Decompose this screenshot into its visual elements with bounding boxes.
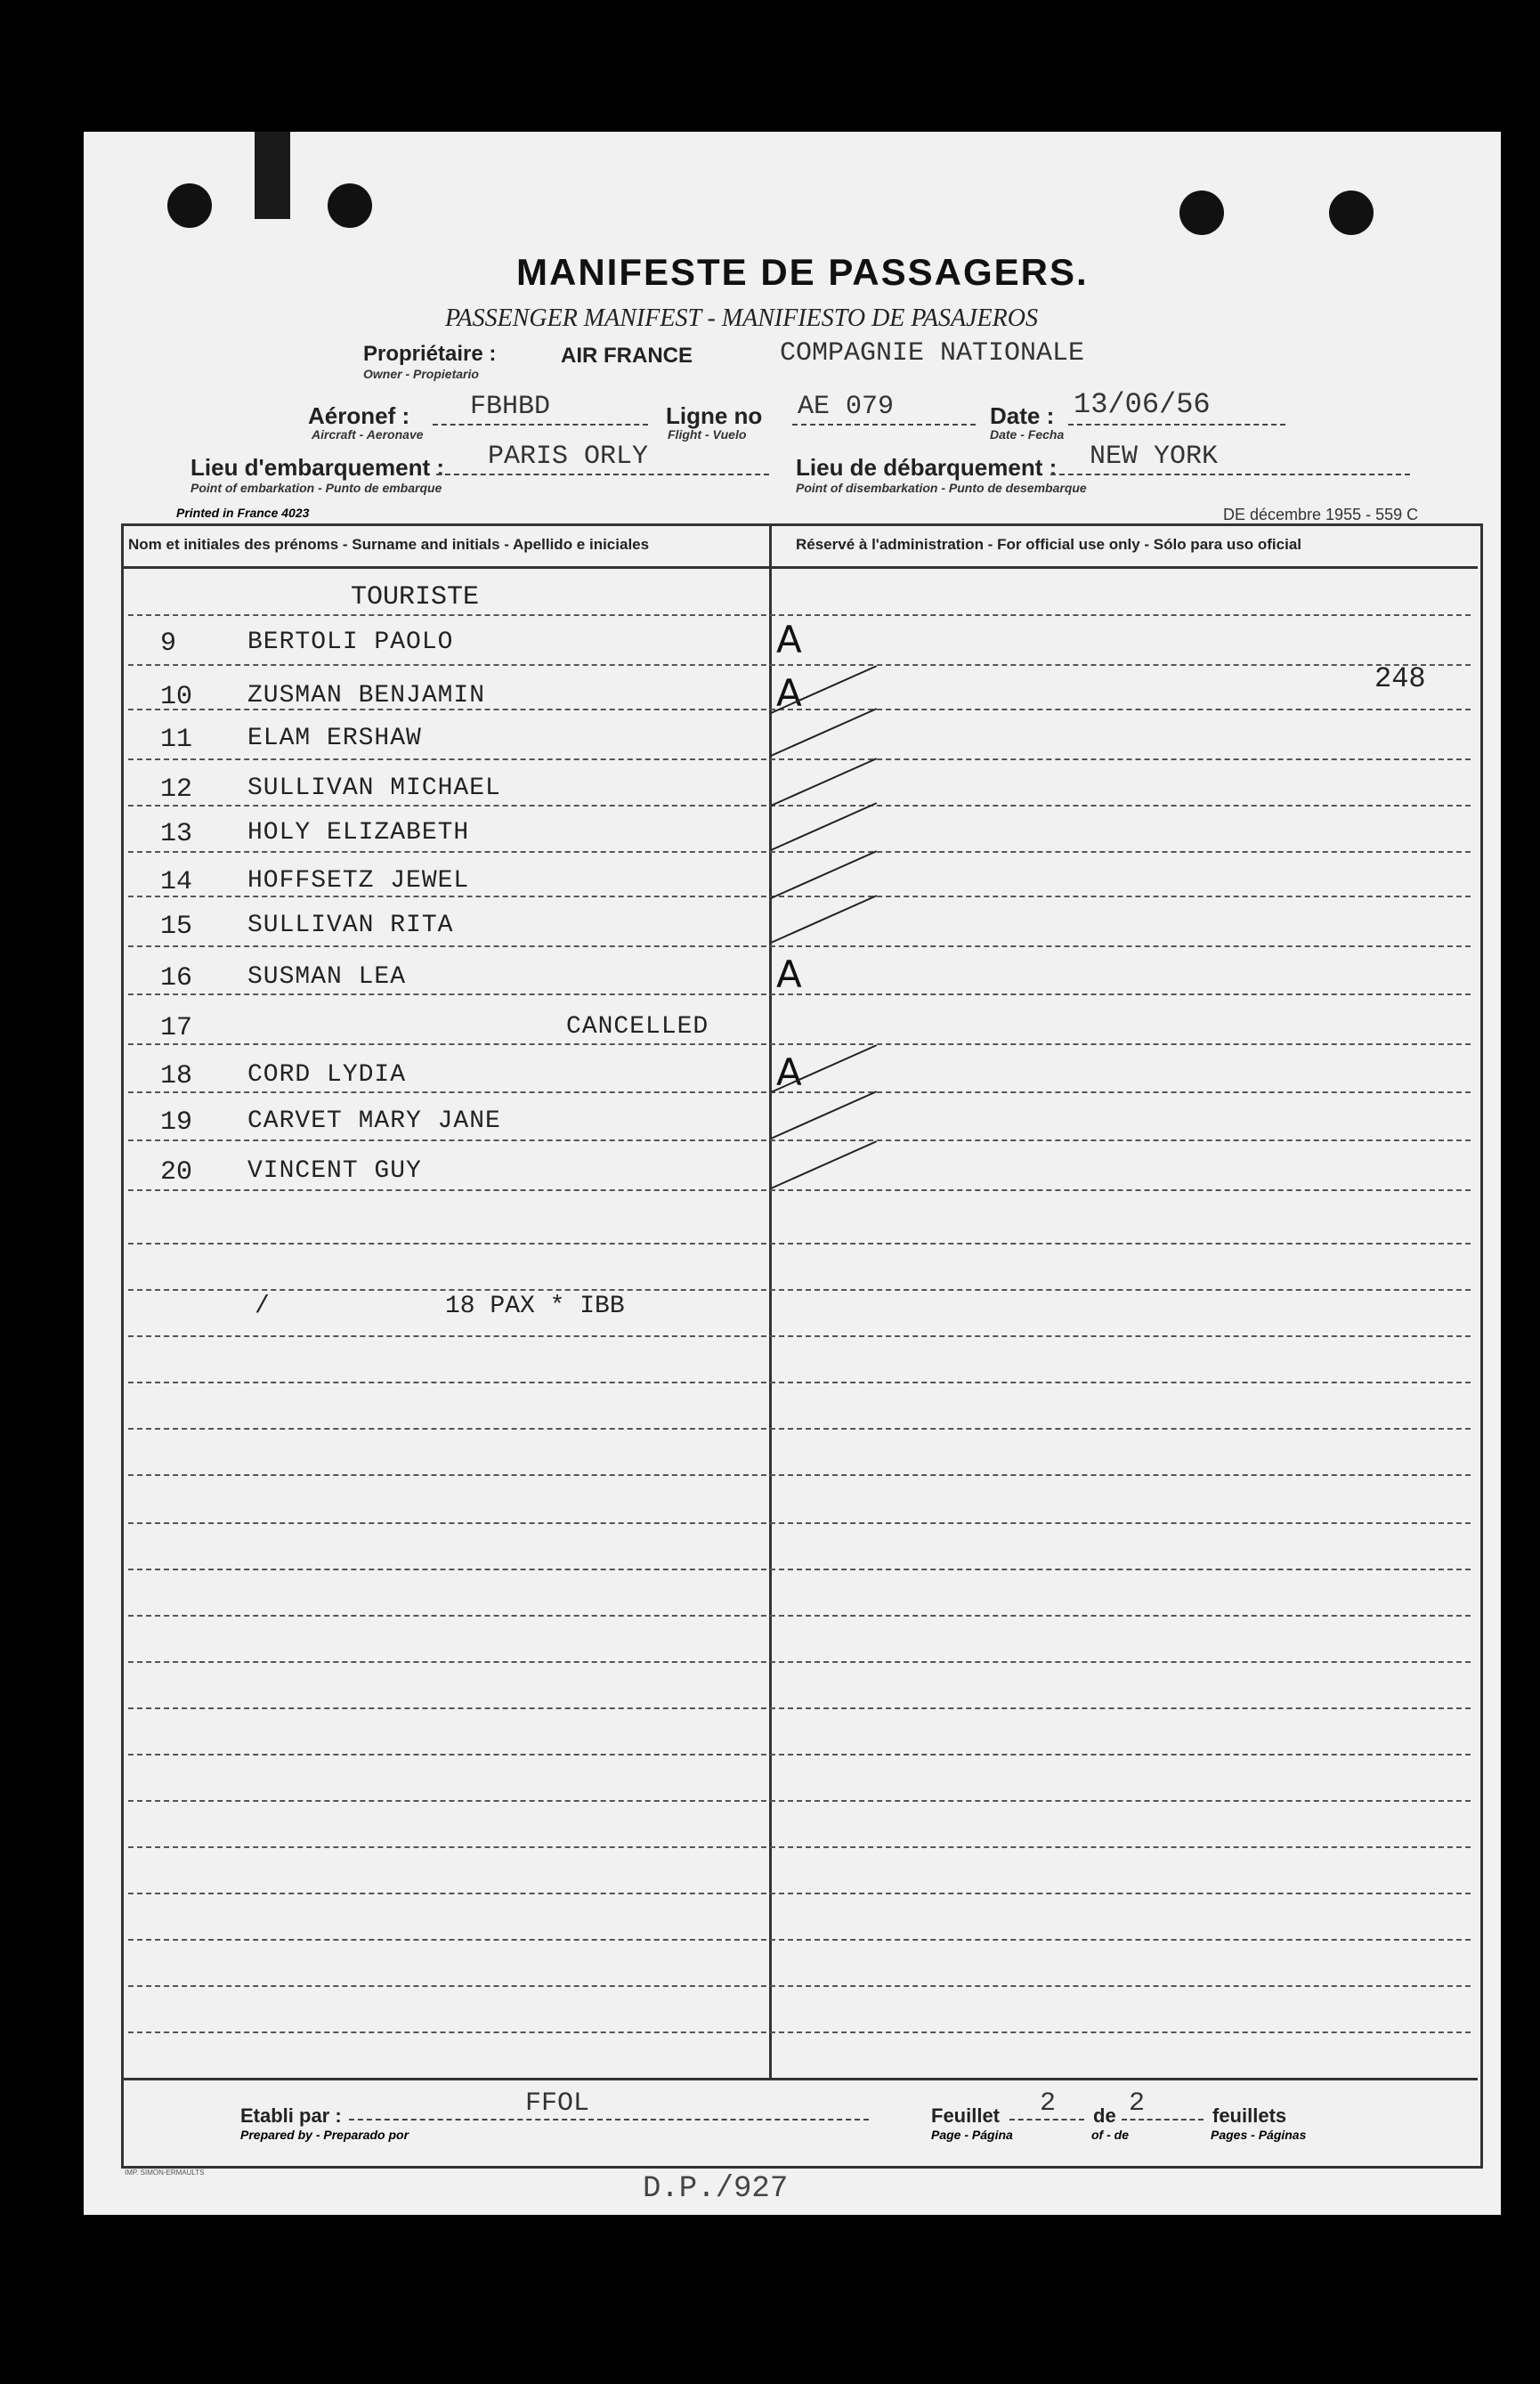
row-number: 19: [160, 1107, 193, 1138]
admin-mark: A: [776, 953, 802, 996]
row-number: 14: [160, 867, 193, 897]
flight-label: Ligne no: [666, 402, 763, 429]
row-rule: [128, 1382, 1471, 1383]
row-rule: [128, 945, 1471, 947]
row-number: 10: [160, 682, 193, 712]
row-rule: [128, 1615, 1471, 1617]
admin-mark: A: [776, 671, 802, 715]
disembark-value: NEW YORK: [1090, 442, 1219, 472]
footer-top-line: [121, 2078, 1478, 2080]
sheet-underline: [1009, 2119, 1084, 2120]
row-rule: [128, 1043, 1471, 1045]
flight-sublabel: Flight - Vuelo: [668, 427, 747, 442]
row-rule: [128, 851, 1471, 853]
passenger-name: SULLIVAN MICHAEL: [247, 774, 501, 802]
manifest-subtitle: PASSENGER MANIFEST - MANIFIESTO DE PASAJEROS: [445, 304, 1038, 332]
row-number: 13: [160, 819, 193, 849]
embark-underline: [436, 474, 769, 475]
passenger-name: HOLY ELIZABETH: [247, 819, 470, 847]
printed-note: Printed in France 4023: [176, 506, 310, 520]
row-rule: [128, 1474, 1471, 1476]
flight-underline: [792, 424, 976, 426]
manifest-title: MANIFESTE DE PASSAGERS.: [516, 251, 1089, 293]
row-number: 17: [160, 1013, 193, 1043]
row-rule: [128, 1243, 1471, 1245]
sheet-label: Feuillet: [931, 2104, 1001, 2127]
row-rule: [128, 1800, 1471, 1802]
row-rule: [128, 896, 1471, 897]
embark-label: Lieu d'embarquement :: [190, 454, 444, 481]
of-value: 2: [1129, 2088, 1146, 2119]
document-ref: D.P./927: [643, 2172, 789, 2206]
col-admin-header: Réservé à l'administration - For official use only - Sólo para uso oficial: [796, 536, 1302, 553]
sheet-sublabel: Page - Página: [931, 2128, 1013, 2142]
aircraft-label: Aéronef :: [308, 402, 410, 429]
prepared-value: FFOL: [525, 2088, 590, 2119]
punch-hole-center-left: [328, 183, 372, 228]
row-rule: [128, 664, 1471, 666]
row-rule: [128, 1522, 1471, 1524]
col-name-header: Nom et initiales des prénoms - Surname and initials - Apellido e iniciales: [128, 536, 650, 553]
sheet-value: 2: [1040, 2088, 1057, 2119]
passenger-name: HOFFSETZ JEWEL: [247, 867, 470, 895]
row-rule: [128, 1189, 1471, 1191]
flight-value: AE 079: [798, 392, 895, 422]
row-rule: [128, 805, 1471, 807]
passenger-name: ELAM ERSHAW: [247, 725, 422, 752]
aircraft-underline: [433, 424, 648, 426]
passenger-name: BERTOLI PAOLO: [247, 628, 454, 656]
row-rule: [128, 2031, 1471, 2033]
owner-label: Propriétaire :: [363, 342, 497, 366]
printer-note: IMP. SIMON-ERMAULTS: [125, 2169, 205, 2177]
date-underline: [1068, 424, 1285, 426]
row-rule: [128, 1428, 1471, 1430]
row-rule: [128, 758, 1471, 760]
row-rule: [128, 1289, 1471, 1291]
row-rule: [128, 1569, 1471, 1570]
section-label: TOURISTE: [351, 582, 480, 612]
row-rule: [128, 1985, 1471, 1987]
row-rule: [128, 1661, 1471, 1663]
sheets-label: feuillets: [1212, 2104, 1287, 2127]
of-label: de: [1093, 2104, 1116, 2127]
punch-hole-left: [167, 183, 212, 228]
passenger-name: ZUSMAN BENJAMIN: [247, 682, 486, 710]
prepared-sublabel: Prepared by - Preparado por: [240, 2128, 409, 2142]
row-rule: [128, 1139, 1471, 1141]
row-rule: [128, 1707, 1471, 1709]
row-number: 16: [160, 963, 193, 993]
disembark-underline: [1050, 474, 1410, 475]
date-sublabel: Date - Fecha: [990, 427, 1065, 442]
total-prefix: /: [255, 1293, 270, 1320]
prepared-underline: [349, 2119, 869, 2120]
admin-mark: A: [776, 1050, 802, 1094]
row-number: 12: [160, 774, 193, 805]
passenger-name: VINCENT GUY: [247, 1157, 422, 1185]
row-number: 9: [160, 628, 177, 659]
row-number: 20: [160, 1157, 193, 1188]
row-rule: [128, 1939, 1471, 1941]
row-rule: [128, 1846, 1471, 1848]
punch-hole-right-2: [1329, 191, 1374, 235]
side-number: 248: [1374, 662, 1426, 695]
of-underline: [1122, 2119, 1204, 2120]
header-bottom-line: [121, 566, 1478, 569]
of-sublabel: of - de: [1091, 2128, 1129, 2142]
admin-mark: A: [776, 618, 802, 661]
total-line: 18 PAX * IBB: [445, 1293, 625, 1320]
prepared-label: Etabli par :: [240, 2104, 342, 2127]
row-rule: [128, 1335, 1471, 1337]
aircraft-value: FBHBD: [470, 392, 551, 422]
form-code: DE décembre 1955 - 559 C: [1223, 506, 1419, 523]
date-label: Date :: [990, 402, 1055, 429]
date-value: 13/06/56: [1074, 388, 1211, 421]
owner-typed: COMPAGNIE NATIONALE: [780, 338, 1085, 369]
row-number: 18: [160, 1061, 193, 1091]
disembark-sublabel: Point of disembarkation - Punto de desembarque: [796, 481, 1087, 495]
row-rule: [128, 1893, 1471, 1894]
passenger-name: SULLIVAN RITA: [247, 912, 454, 939]
passenger-name: CORD LYDIA: [247, 1061, 407, 1089]
passenger-name: CANCELLED: [566, 1013, 709, 1041]
owner-sublabel: Owner - Propietario: [363, 367, 479, 381]
manifest-table: [121, 523, 1483, 2169]
owner-value: AIR FRANCE: [561, 344, 693, 368]
row-rule: [128, 1754, 1471, 1756]
passenger-name: CARVET MARY JANE: [247, 1107, 501, 1135]
sheets-sublabel: Pages - Páginas: [1211, 2128, 1307, 2142]
row-rule: [128, 614, 1471, 616]
disembark-label: Lieu de débarquement :: [796, 454, 1058, 481]
embark-sublabel: Point of embarkation - Punto de embarque: [190, 481, 442, 495]
passenger-name: SUSMAN LEA: [247, 963, 407, 991]
punch-hole-right-1: [1179, 191, 1224, 235]
row-number: 11: [160, 725, 193, 755]
aircraft-sublabel: Aircraft - Aeronave: [312, 427, 424, 442]
embark-value: PARIS ORLY: [488, 442, 649, 472]
ink-mark: [255, 132, 290, 219]
row-number: 15: [160, 912, 193, 942]
